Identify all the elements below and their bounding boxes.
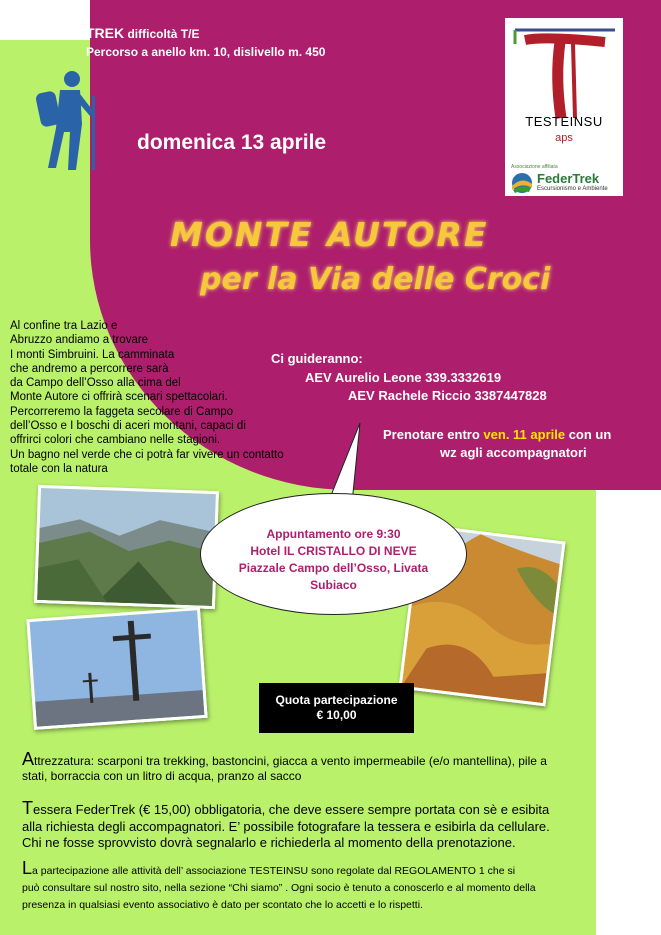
trek-label: TREK [86, 25, 125, 41]
membership-line: Chi ne fosse sprovvisto dovrà segnalarlo e richiederla al momento della prenotazione. [22, 835, 516, 850]
intro-line: Al confine tra Lazio e [10, 320, 118, 332]
equipment-line: stati, borraccia con un litro di acqua, pranzo al sacco [22, 769, 302, 783]
federtrek-affiliation: Associazione affiliata [511, 164, 558, 170]
intro-line: Abruzzo andiamo a trovare [10, 334, 149, 347]
federtrek-sub: Escursionismo e Ambiente [537, 186, 608, 192]
quota-amount: € 10,00 [316, 708, 357, 722]
membership-line: alla richiesta degli accompagnatori. E’ possibile fotografare la tessera e esibirla da cellulare. [22, 818, 550, 834]
intro-line: che andremo a percorrere sarà [10, 362, 169, 375]
intro-line: Un bagno nel verde che ci potrà far vivere un contatto [10, 448, 284, 461]
event-date: domenica 13 aprile [137, 131, 327, 154]
logo-suffix: aps [555, 132, 573, 144]
intro-line: totale con la natura [10, 462, 108, 475]
meeting-town: Subiaco [310, 578, 357, 592]
dropcap: A [22, 749, 35, 769]
dropcap: L [22, 858, 33, 878]
booking-date: ven. 11 aprile [483, 427, 566, 442]
title-sub: per la Via delle Croci [200, 262, 551, 297]
intro-line: da Campo dell’Osso alla cima del [10, 377, 181, 390]
rules-line: può consultare sul nostro sito, nella sezione “Chi siamo” . Ogni socio è tenuto a conoscerlo e al momento della [22, 882, 536, 894]
membership-paragraph [22, 800, 550, 852]
meeting-hotel: Hotel IL CRISTALLO DI NEVE [250, 544, 417, 558]
guide-2: AEV Rachele Riccio 3387447828 [348, 388, 547, 403]
intro-line: Monte Autore ci offrirà scenari spettacolari. [10, 391, 228, 404]
meeting-place: Piazzale Campo dell’Osso, Livata [238, 561, 429, 575]
quota-box [259, 683, 414, 733]
booking-pre: Prenotare entro [383, 427, 484, 442]
equipment-paragraph [22, 749, 547, 784]
intro-text [10, 319, 310, 476]
route-text: Percorso a anello km. 10, dislivello m. 450 [86, 45, 326, 59]
intro-line: dell’Osso e I boschi di aceri montani, capaci di [10, 420, 246, 433]
federtrek-icon [509, 172, 535, 194]
intro-line: I monti Simbruini. La camminata [10, 348, 175, 361]
quota-label: Quota partecipazione [275, 693, 398, 707]
booking-line2: wz agli accompagnatori [440, 445, 587, 460]
title-main: MONTE AUTORE [170, 215, 489, 254]
difficulty-text: difficoltà T/E [124, 27, 200, 41]
booking-post: con un [565, 427, 612, 442]
logo-name: TESTEINSU [525, 114, 603, 129]
booking-line1 [383, 427, 611, 442]
bubble-pointer [320, 423, 370, 503]
rules-paragraph [22, 860, 536, 914]
intro-line: offrirci colori che cambiano nelle stagioni. [10, 434, 221, 447]
photo-valley [34, 485, 219, 609]
meeting-time: Appuntamento ore 9:30 [266, 527, 401, 541]
photo-cross [26, 607, 207, 730]
federtrek-name: FederTrek [537, 171, 600, 186]
meeting-bubble [200, 493, 467, 615]
equipment-line: ttrezzatura: scarponi tra trekking, bastoncini, giacca a vento impermeabile (e/o mantellina), pile a [34, 754, 547, 768]
membership-line: essera FederTrek (€ 15,00) obbligatoria, che deve essere sempre portata con sè e esibita [33, 802, 550, 817]
rules-line: presenza in qualsiasi evento associativo è dato per scontato che lo accetti e lo rispetti. [22, 899, 423, 911]
testeinsu-t-icon [505, 18, 623, 128]
testeinsu-logo [505, 18, 623, 196]
intro-line: Percorreremo la faggeta secolare di Campo [10, 405, 234, 418]
rules-line: a partecipazione alle attività dell’ associazione TESTEINSU sono regolate dal REGOLAMENTO 1 che si [32, 865, 516, 877]
federtrek-logo [509, 166, 619, 198]
guides-heading: Ci guideranno: [271, 351, 363, 366]
trek-info [86, 24, 325, 61]
hiker-icon [30, 68, 110, 173]
dropcap: T [22, 798, 33, 818]
guide-1: AEV Aurelio Leone 339.3332619 [305, 370, 502, 385]
